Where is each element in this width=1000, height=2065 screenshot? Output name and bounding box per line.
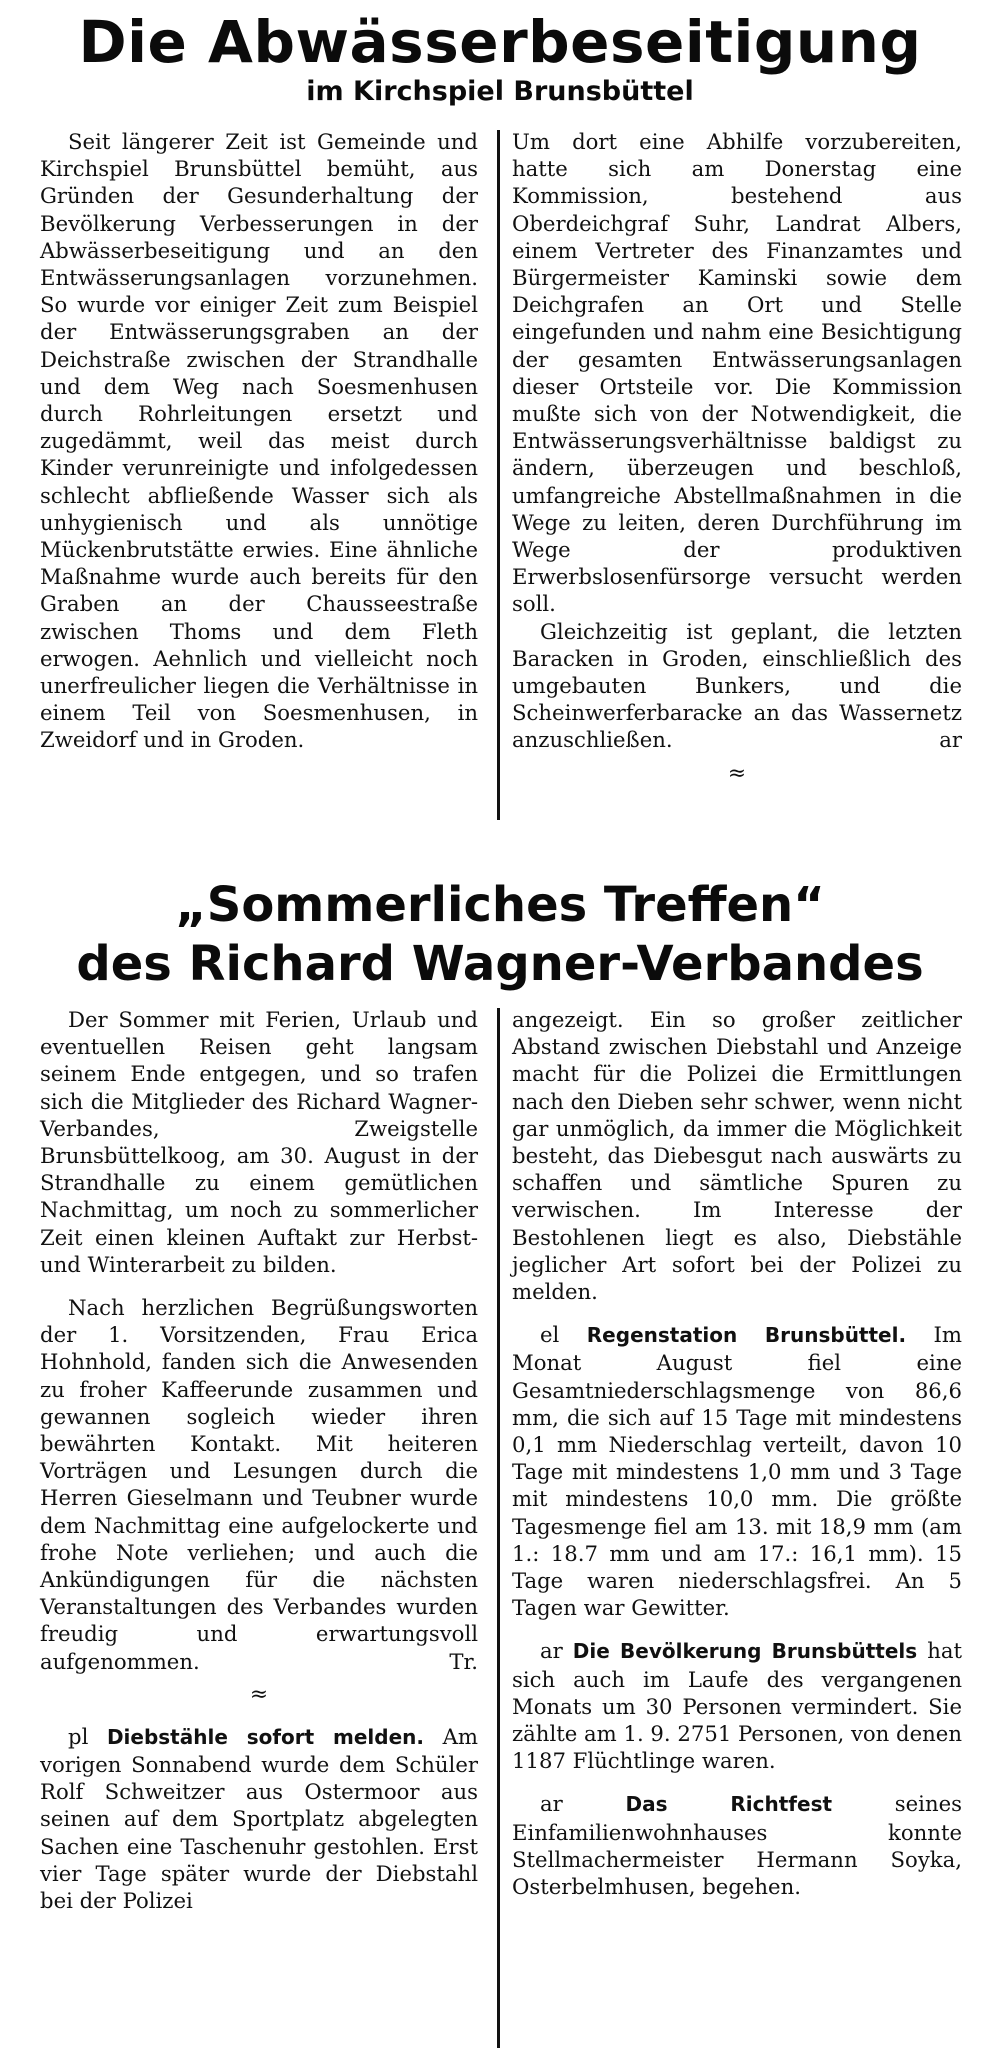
news-heading: Regenstation Brunsbüttel. [586, 1323, 907, 1348]
news-text: seines Einfamilienwohnhauses konnte Stellmachermeister Hermann Soyka, Osterbelmhusen, begehen. [512, 1791, 962, 1900]
separator-icon: ≈ [249, 1681, 269, 1707]
article2-paragraph: Nach herzlichen Begrüßungsworten der 1. Vorsitzenden, Frau Erica Hohnhold, fanden sich die Anwesenden zu froher Kaffeerunde zusammen und gewannen sogleich wieder ihren bewährten Kontakt. Mit heiteren Vorträgen und Lesungen durch die Herren Gieselmann und Teubner wurde dem Nachmittag eine aufgelockerte und frohe Note verliehen; und auch die Ankündigungen für die nächsten Veranstaltungen des Verbandes wurden freudig und erwartungsvoll aufgenommen. [40, 1295, 478, 1674]
article2-title-line2: des Richard Wagner-Verbandes [76, 936, 924, 992]
article1-title: Die Abwässerbeseitigung [78, 8, 922, 76]
article2-signature: Tr. [449, 1648, 478, 1674]
article1-paragraph: Um dort eine Abhilfe vorzubereiten, hatte sich am Donerstag eine Kommission, bestehend aus Oberdeichgraf Suhr, Landrat Albers, einem Vertreter des Finanzamtes und Bürgermeister Kaminski sowie dem Deichgrafen an Ort und Stelle eingefunden und nahm eine Besichtigung der gesamten Entwässerungsanlagen dieser Ortsteile vor. Die Kommission mußte sich von der Notwendigkeit, die Entwässerungsverhältnisse baldigst zu ändern, überzeugen und beschloß, umfangreiche Abstellmaßnahmen in die Wege zu leiten, deren Durchführung im Wege der produktiven Erwerbslosenfürsorge versucht werden soll. [512, 129, 962, 617]
article2-column-right [512, 1006, 962, 1900]
news-heading: Die Bevölkerung Brunsbüttels [572, 1639, 918, 1664]
article2-paragraph: Der Sommer mit Ferien, Urlaub und eventuellen Reisen geht langsam seinem Ende entgegen, und so trafen sich die Mitglieder des Richard Wagner-Verbandes, Zweigstelle Brunsbüttelkoog, am 30. August in der Strandhalle zu einem gemütlichen Nachmittag, um noch zu sommerlicher Zeit einen kleinen Auftakt zur Herbst- und Winterarbeit zu bilden. [40, 1007, 478, 1277]
news-text: Am vorigen Sonnabend wurde dem Schüler Rolf Schweitzer aus Ostermoor aus seinen auf dem Sportplatz abgelegten Sachen eine Taschenuhr gestohlen. Erst vier Tage später wurde der Diebstahl bei der Polizei [40, 1723, 478, 1914]
news-diebstahl-part2: angezeigt. Ein so großer zeitlicher Abstand zwischen Diebstahl und Anzeige macht für die Polizei die Ermittlungen nach den Dieben sehr schwer, wenn nicht gar unmöglich, da immer die Möglichkeit besteht, das Diebesgut nach auswärts zu schaffen und sämtliche Spuren zu verwischen. Im Interesse der Bestohlenen liegt es also, Diebstähle jeglicher Art sofort bei der Polizei zu melden. [512, 1007, 962, 1305]
article2-column-left [40, 1006, 478, 1914]
article1-paragraph: Seit längerer Zeit ist Gemeinde und Kirchspiel Brunsbüttel bemüht, aus Gründen der Gesunderhaltung der Bevölkerung Verbesserungen in der Abwässerbeseitigung und an den Entwässerungsanlagen vorzunehmen. So wurde vor einiger Zeit zum Beispiel der Entwässerungsgraben an der Deichstraße zwischen der Strandhalle und dem Weg nach Soesmenhusen durch Rohrleitungen ersetzt und zugedämmt, weil das meist durch Kinder verunreinigte und infolgedessen schlecht abfließende Wasser sich als unhygienisch und als unnötige Mückenbrutstätte erwies. Eine ähnliche Maßnahme wurde auch bereits für den Graben an der Chausseestraße zwischen Thoms und dem Fleth erwogen. Aehnlich und vielleicht noch unerfreulicher liegen die Verhältnisse in einem Teil von Soesmenhusen, in Zweidorf und in Groden. [40, 129, 478, 753]
news-bevoelkerung [512, 1637, 962, 1774]
article1-signature: ar [939, 727, 962, 753]
article1-subtitle: im Kirchspiel Brunsbüttel [306, 76, 694, 107]
column-rule [497, 130, 500, 820]
news-prefix: ar [540, 1638, 563, 1664]
news-prefix: pl [68, 1723, 89, 1749]
article1-paragraph: Gleichzeitig ist geplant, die letzten Baracken in Groden, einschließlich des umgebauten Bunkers, und die Scheinwerferbaracke an das Wassernetz anzuschließen. [512, 618, 962, 753]
news-text: Im Monat August fiel eine Gesamtniederschlagsmenge von 86,6 mm, die sich auf 15 Tage mit mindestens 0,1 mm Niederschlag verteilt, davon 10 Tage mit mindestens 1,0 mm und 3 Tage mit mindestens 10,0 mm. Die größte Tagesmenge fiel am 13. mit 18,9 mm (am 1.: 18.7 mm und am 17.: 16,1 mm). 15 Tage waren niederschlagsfrei. An 5 Tagen war Gewitter. [512, 1322, 962, 1621]
article2-title-line1: „Sommerliches Treffen“ [175, 877, 825, 933]
news-diebstahl-part1 [40, 1723, 478, 1914]
news-regen [512, 1321, 962, 1621]
news-prefix: ar [540, 1791, 563, 1817]
news-heading: Diebstähle sofort melden. [106, 1724, 424, 1749]
column-rule [497, 1008, 500, 2048]
article1-column-left [40, 128, 478, 754]
separator-icon: ≈ [727, 760, 747, 786]
news-richtfest [512, 1790, 962, 1900]
news-text: hat sich auch im Laufe des vergangenen Monats um 30 Personen vermindert. Sie zählte am 1. 9. 2751 Personen, von denen 1187 Flüchtlinge waren. [512, 1638, 962, 1774]
news-prefix: el [540, 1322, 560, 1348]
news-heading: Das Richtfest [625, 1792, 833, 1817]
article1-column-right [512, 128, 962, 786]
